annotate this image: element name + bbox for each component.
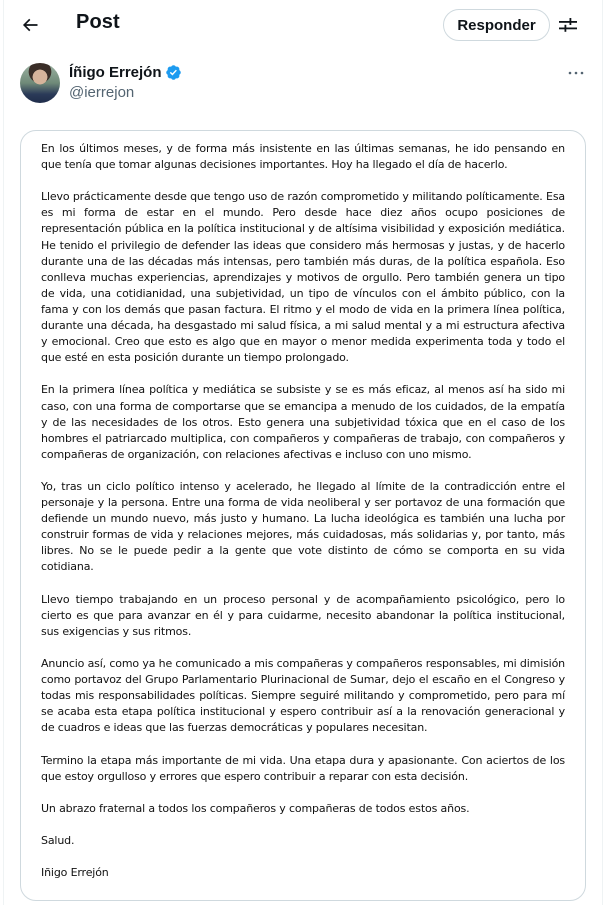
letter-paragraph: Anuncio así, como ya he comunicado a mis compañeras y compañeros responsables, mi dimisión como portavoz del Grupo Parlamentario Plurinacional de Sumar, dejo el escaño en el Congreso y todas mis responsabilidades políticas. Siempre seguiré militando y comprometido, pero para mí se acaba esta etapa política institucional y espero contribuir así a la renovación generacional y de cuadros e ideas que las fuerzas democráticas y populares necesitan. — [41, 657, 565, 735]
sliders-icon — [558, 15, 578, 35]
reply-button[interactable]: Responder — [443, 9, 550, 41]
back-button[interactable] — [14, 9, 46, 41]
arrow-left-icon — [20, 15, 40, 35]
letter-paragraph: En los últimos meses, y de forma más insistente en las últimas semanas, he ido pensando en que tenía que tomar algunas decisiones importantes. Hoy ha llegado el día de hacerlo. — [41, 142, 565, 172]
letter-paragraph: Yo, tras un ciclo político intenso y acelerado, he llegado al límite de la contradicción entre el personaje y la persona. Entre una forma de vida neoliberal y ser portavoz de una formación que defiende un mundo nuevo, más justo y humano. La lucha ideológica es también una lucha por construir formas de vida y relaciones mejores, más cuidadosas, más solidarias y, por tanto, más libres. No se le puede pedir a la gente que vote distinto de cómo se comporta en su vida cotidiana. — [41, 479, 565, 574]
more-options-button[interactable] — [566, 65, 586, 81]
letter-signature: Iñigo Errejón — [41, 866, 109, 880]
resignation-letter — [41, 141, 565, 881]
post-header — [0, 0, 611, 50]
more-horizontal-icon — [568, 71, 584, 75]
letter-paragraph: Termino la etapa más importante de mi vida. Una etapa dura y apasionante. Con aciertos de los que estoy orgulloso y errores que espero contribuir a reparar con esta decisión. — [41, 753, 565, 783]
author-handle[interactable]: @ierrejon — [69, 84, 135, 101]
letter-closing: Salud. — [41, 834, 75, 848]
letter-paragraph: Llevo prácticamente desde que tengo uso de razón comprometido y militando políticamente. Esa es mi forma de estar en el mundo. Pero desde hace diez años ocupo posiciones de representación pública en la política institucional y de altísima visibilidad y exposición mediática. He tenido el privilegio de defender las ideas que considero más hermosas y justas, y de hacerlo durante una de las décadas más intensas, pero también más duras, de la política española. Eso conlleva muchas experiencias, aprendizajes y motivos de orgullo. Pero también genera un tipo de vida, una cotidianidad, una subjetividad, un tipo de vínculos con el ámbito público, con la fama y con los demás que pasan factura. El ritmo y el modo de vida en la primera línea política, durante una década, ha desgastado mi salud física, a mi salud mental y a mi estructura afectiva y emocional. Creo que esto es algo que en mayor o menor medida experimenta toda y todo el que esté en esta posición durante un tiempo prolongado. — [41, 190, 565, 365]
verified-badge-icon — [165, 64, 182, 81]
letter-paragraph: En la primera línea política y mediática se subsiste y se es más eficaz, al menos así ha sido mi caso, con una forma de comportarse que se emancipa a menudo de los cuidados, de la empatía y de las necesidades de los otros. Esto genera una subjetividad tóxica que en el caso de los hombres el patriarcado multiplica, con compañeros y compañeras de trabajo, con compañeros y compañeras de organización, con relaciones afectivas e incluso con uno mismo. — [41, 383, 565, 461]
post-image-card[interactable] — [20, 130, 586, 901]
post-author — [20, 62, 590, 106]
letter-paragraph: Llevo tiempo trabajando en un proceso personal y de acompañamiento psicológico, pero lo cierto es que para avanzar en él y para cuidarme, necesito abandonar la política institucional, sus exigencias y sus ritmos. — [41, 592, 565, 638]
settings-button[interactable] — [556, 13, 580, 37]
author-name-row — [69, 64, 182, 81]
avatar[interactable] — [20, 63, 60, 103]
letter-paragraph: Un abrazo fraternal a todos los compañeros y compañeras de todos estos años. — [41, 801, 470, 815]
page-title: Post — [76, 11, 120, 33]
author-display-name[interactable]: Íñigo Errejón — [69, 64, 162, 81]
